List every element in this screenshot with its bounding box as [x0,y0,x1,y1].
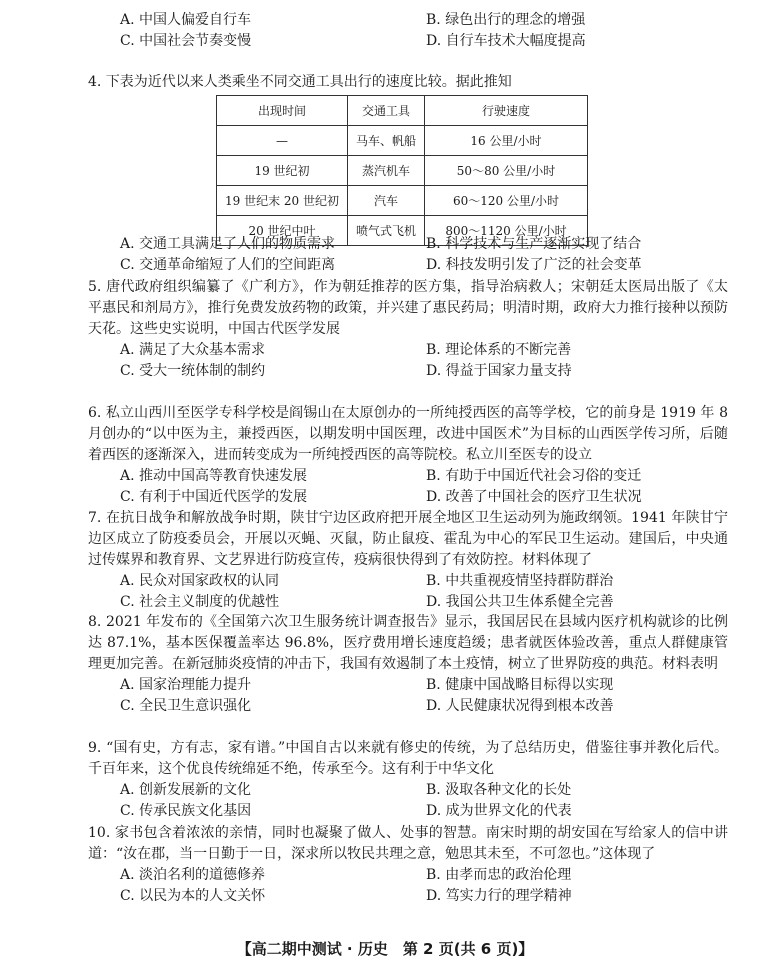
option-d: D. 改善了中国社会的医疗卫生状况 [426,489,642,505]
option-d: D. 人民健康状况得到根本改善 [426,698,614,714]
table-row [217,156,588,186]
question-stem: 7. 在抗日战争和解放战争时期，陕甘宁边区政府把开展全地区卫生运动列为施政纲领。1941 年陕甘宁边区成立了防疫委员会，开展以灭蝇、灭鼠，防止鼠疫、霍乱为中心的军民卫生运动。建国后，中央通过传媒界和教育界、文艺界进行防疫宣传，疫病很快得到了有效防控。材料体现了 [88,510,728,568]
option-a: A. 国家治理能力提升 [120,677,252,693]
table-header: 出现时间 [217,96,348,126]
option-b: B. 由孝而忠的政治伦理 [426,867,572,883]
table-cell: 20 世纪中叶 [217,216,348,246]
table-row [217,126,588,156]
question-stem: 8. 2021 年发布的《全国第六次卫生服务统计调查报告》显示，我国居民在县域内医疗机构就诊的比例达 87.1%，基本医保覆盖率达 96.8%，医疗费用增长速度趋缓；患者就医体验改善，重点人群健康管理更加完善。在新冠肺炎疫情的冲击下，我国有效遏制了本土疫情，树立了世界防疫的典范。材料表明 [88,614,728,672]
question-6 [88,403,728,508]
option-c: C. 受大一统体制的制约 [120,363,266,379]
table-cell: — [217,126,348,156]
option-a: A. 创新发展新的文化 [120,782,252,798]
option-d: D. 我国公共卫生体系健全完善 [426,594,614,610]
option-c: C. 有利于中国近代医学的发展 [120,489,308,505]
question-8 [88,612,728,717]
option-b: B. 汲取各种文化的长处 [426,782,572,798]
table-cell: 16 公里/小时 [425,126,588,156]
page-footer: 【高二期中测试 · 历史 第 2 页(共 6 页)】 [236,940,534,958]
question-9 [88,738,728,822]
option-d: D. 自行车技术大幅度提高 [426,33,586,49]
table-header: 行驶速度 [425,96,588,126]
option-a: A. 满足了大众基本需求 [120,342,266,358]
question-10 [88,823,728,907]
option-b: B. 理论体系的不断完善 [426,342,572,358]
table-cell: 喷气式飞机 [348,216,425,246]
speed-comparison-table [216,95,588,246]
table-cell: 800～1120 公里/小时 [425,216,588,246]
option-d: D. 成为世界文化的代表 [426,803,572,819]
table-header: 交通工具 [348,96,425,126]
table-cell: 马车、帆船 [348,126,425,156]
option-d: D. 笃实力行的理学精神 [426,888,572,904]
table-cell: 19 世纪末 20 世纪初 [217,186,348,216]
option-c: C. 中国社会节奏变慢 [120,33,252,49]
option-d: D. 科技发明引发了广泛的社会变革 [426,257,642,273]
option-a: A. 中国人偏爱自行车 [120,12,252,28]
question-stem: 9. “国有史，方有志，家有谱。”中国自古以来就有修史的传统，为了总结历史，借鉴往事并教化后代。千百年来，这个优良传统绵延不绝，传承至今。这有利于中华文化 [88,740,728,777]
table-cell: 60～120 公里/小时 [425,186,588,216]
option-a: A. 交通工具满足了人们的物质需求 [120,236,336,252]
option-c: C. 社会主义制度的优越性 [120,594,280,610]
question-stem: 10. 家书包含着浓浓的亲情，同时也凝聚了做人、处事的智慧。南宋时期的胡安国在写给家人的信中讲道：“汝在郡，当一日勤于一日，深求所以牧民共理之意，勉思其未至，不可忽也。”这体现了 [88,825,728,862]
question-7 [88,508,728,613]
option-d: D. 得益于国家力量支持 [426,363,572,379]
option-a: A. 淡泊名利的道德修养 [120,867,266,883]
option-c: C. 全民卫生意识强化 [120,698,252,714]
question-4 [88,72,728,93]
option-b: B. 有助于中国近代社会习俗的变迁 [426,468,642,484]
question-stem: 6. 私立山西川至医学专科学校是阎锡山在太原创办的一所纯授西医的高等学校，它的前身是 1919 年 8 月创办的“以中医为主，兼授西医，以期发明中国医理，改进中国医术”为目标的山西医学传习所，后随着西医的逐渐深入，进而转变成为一所纯授西医的高等院校。私立川至医专的设立 [88,405,728,463]
option-b: B. 健康中国战略目标得以实现 [426,677,614,693]
option-c: C. 交通革命缩短了人们的空间距离 [120,257,336,273]
question-5 [88,277,728,382]
question-stem: 5. 唐代政府组织编纂了《广利方》，作为朝廷推荐的医方集，指导治病救人；宋朝廷太医局出版了《太平惠民和剂局方》，推行免费发放药物的政策，并兴建了惠民药局；明清时期，政府大力推行接种以预防天花。这些史实说明，中国古代医学发展 [88,279,728,337]
table-header-row [217,96,588,126]
option-a: A. 推动中国高等教育快速发展 [120,468,308,484]
option-b: B. 中共重视疫情坚持群防群治 [426,573,614,589]
option-b: B. 科学技术与生产逐渐实现了结合 [426,236,642,252]
table-cell: 19 世纪初 [217,156,348,186]
question-stem: 4. 下表为近代以来人类乘坐不同交通工具出行的速度比较。据此推知 [88,74,512,90]
option-c: C. 传承民族文化基因 [120,803,252,819]
table-cell: 蒸汽机车 [348,156,425,186]
table-row [217,186,588,216]
table-cell: 汽车 [348,186,425,216]
question-3-options [88,10,728,52]
option-c: C. 以民为本的人文关怀 [120,888,266,904]
table-cell: 50～80 公里/小时 [425,156,588,186]
option-b: B. 绿色出行的理念的增强 [426,12,586,28]
question-4-options [88,234,728,276]
option-a: A. 民众对国家政权的认同 [120,573,280,589]
